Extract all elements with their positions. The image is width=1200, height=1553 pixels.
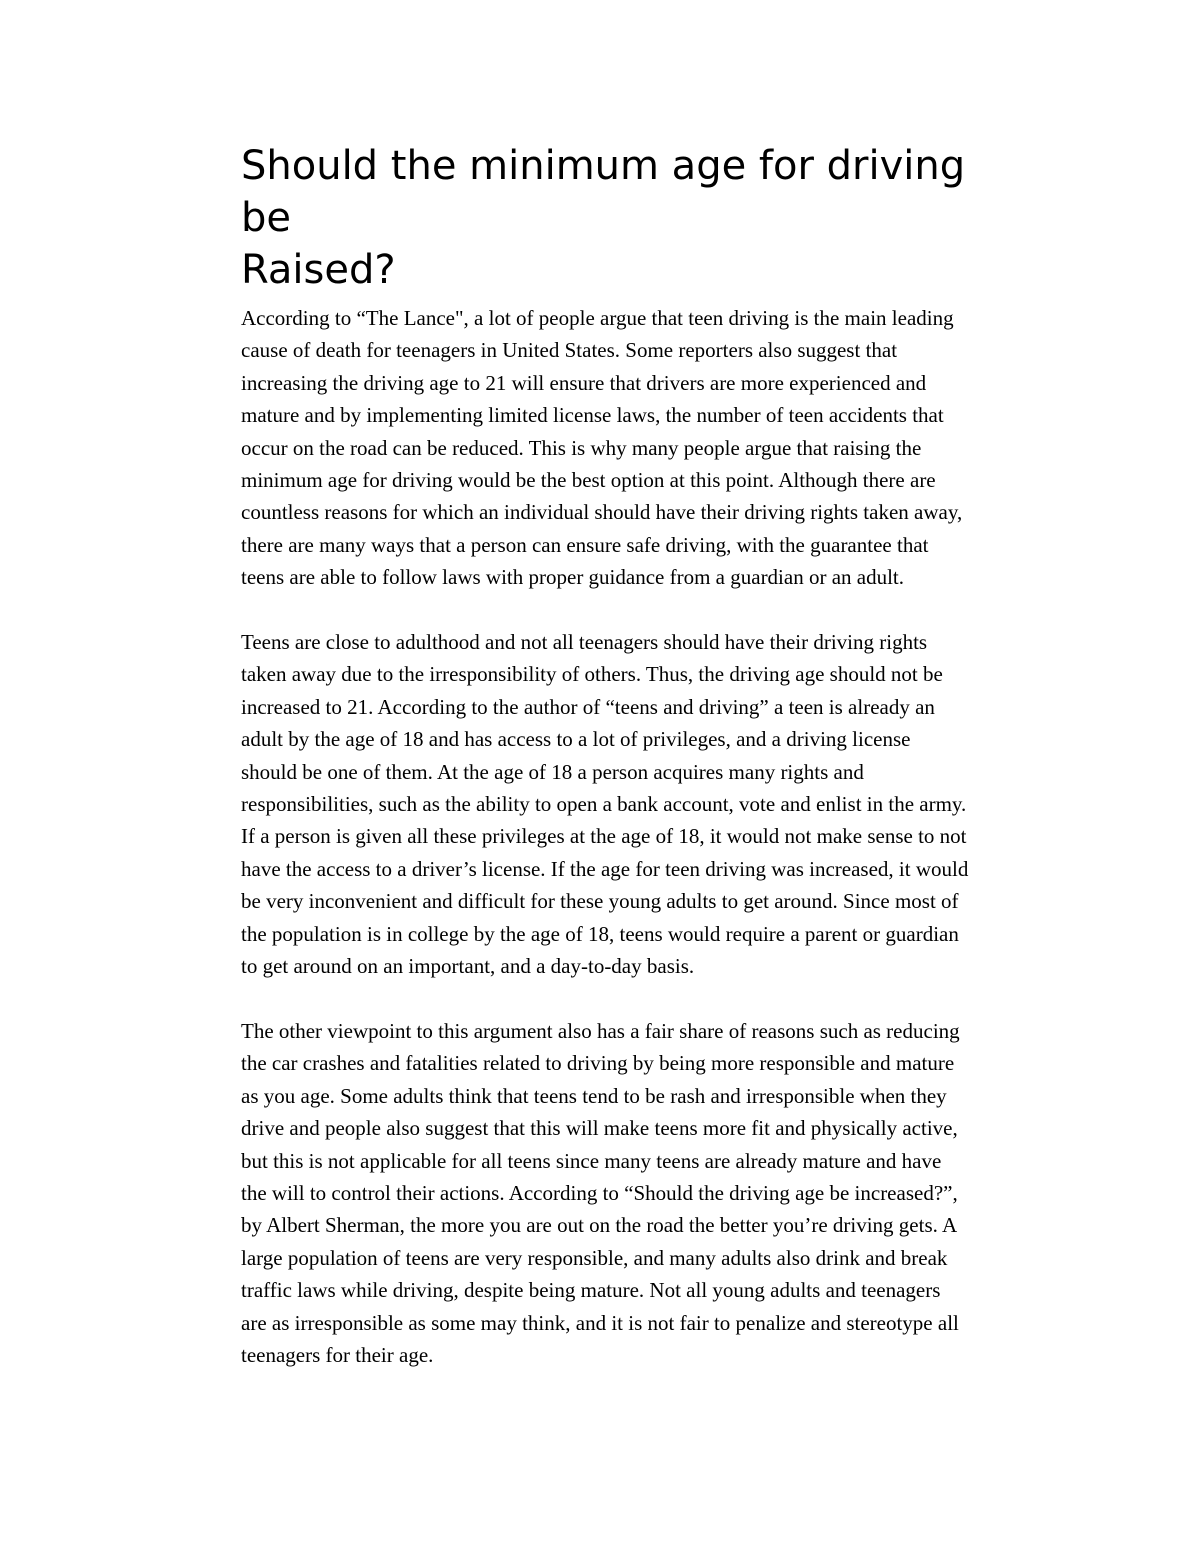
text-line: but this is not applicable for all teens since many teens are already mature and have xyxy=(241,1148,942,1173)
text-line: there are many ways that a person can ensure safe driving, with the guarantee that xyxy=(241,532,929,557)
document-body xyxy=(241,302,1071,1371)
paragraph-2 xyxy=(241,626,1071,982)
text-line: the car crashes and fatalities related to driving by being more responsible and mature xyxy=(241,1051,955,1076)
text-line: as you age. Some adults think that teens tend to be rash and irresponsible when they xyxy=(241,1083,947,1108)
text-line: occur on the road can be reduced. This is why many people argue that raising the xyxy=(241,435,922,460)
text-line: According to “The Lance", a lot of people argue that teen driving is the main leading xyxy=(241,306,954,330)
text-line: cause of death for teenagers in United States. Some reporters also suggest that xyxy=(241,338,898,363)
text-line: the will to control their actions. According to “Should the driving age be increased?”, xyxy=(241,1180,958,1205)
text-line: by Albert Sherman, the more you are out on the road the better you’re driving gets. A xyxy=(241,1213,958,1238)
title-line: be xyxy=(241,195,291,241)
text-line: countless reasons for which an individual should have their driving rights taken away, xyxy=(241,500,963,525)
text-line: adult by the age of 18 and has access to a lot of privileges, and a driving license xyxy=(241,727,911,752)
text-line: The other viewpoint to this argument also has a fair share of reasons such as reducing xyxy=(241,1018,960,1043)
paragraph-3 xyxy=(241,1015,1071,1371)
text-line: minimum age for driving would be the best option at this point. Although there are xyxy=(241,468,936,493)
text-line: should be one of them. At the age of 18 a person acquires many rights and xyxy=(241,759,864,784)
text-line: large population of teens are very responsible, and many adults also drink and break xyxy=(241,1245,948,1270)
title-line: Should the minimum age for driving xyxy=(241,143,966,189)
document-content xyxy=(241,140,1071,1404)
text-line: If a person is given all these privileges at the age of 18, it would not make sense to not xyxy=(241,824,967,849)
text-line: drive and people also suggest that this will make teens more fit and physically active, xyxy=(241,1116,958,1141)
text-line: have the access to a driver’s license. If the age for teen driving was increased, it would xyxy=(241,856,969,881)
paragraph-1 xyxy=(241,302,1071,594)
text-line: are as irresponsible as some may think, and it is not fair to penalize and stereotype all xyxy=(241,1310,959,1335)
text-line: teens are able to follow laws with proper guidance from a guardian or an adult. xyxy=(241,565,905,590)
title-line: Raised? xyxy=(241,247,396,293)
text-line: mature and by implementing limited license laws, the number of teen accidents that xyxy=(241,403,944,428)
text-line: increasing the driving age to 21 will ensure that drivers are more experienced and xyxy=(241,370,927,395)
text-line: be very inconvenient and difficult for these young adults to get around. Since most of xyxy=(241,889,959,914)
text-line: teenagers for their age. xyxy=(241,1342,434,1367)
text-line: traffic laws while driving, despite being mature. Not all young adults and teenagers xyxy=(241,1278,941,1303)
text-line: increased to 21. According to the author of “teens and driving” a teen is already an xyxy=(241,694,935,719)
text-line: the population is in college by the age of 18, teens would require a parent or guardian xyxy=(241,921,959,946)
text-line: Teens are close to adulthood and not all teenagers should have their driving rights xyxy=(241,630,928,655)
text-line: to get around on an important, and a day-to-day basis. xyxy=(241,954,695,979)
text-line: taken away due to the irresponsibility of others. Thus, the driving age should not be xyxy=(241,662,943,687)
text-line: responsibilities, such as the ability to open a bank account, vote and enlist in the army. xyxy=(241,792,967,817)
document-title xyxy=(241,140,1071,296)
